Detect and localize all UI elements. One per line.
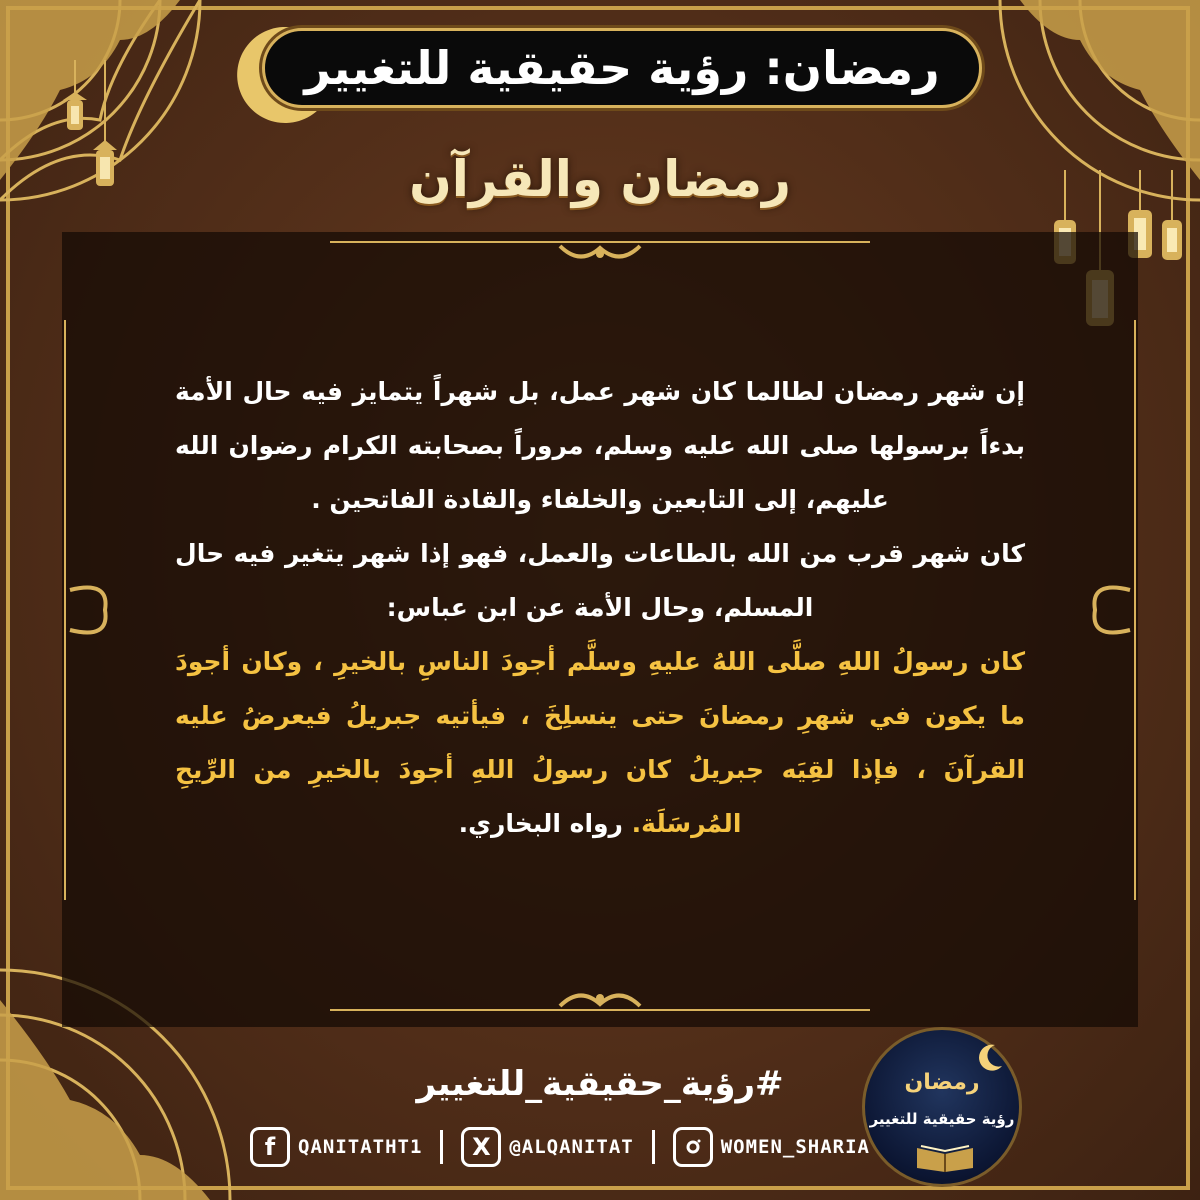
left-side-ornament — [55, 320, 125, 900]
social-links — [250, 1122, 870, 1172]
section-subtitle: رمضان والقرآن — [409, 150, 791, 208]
social-divider — [440, 1130, 443, 1164]
paragraph-context: كان شهر قرب من الله بالطاعات والعمل، فهو إذا شهر يتغير فيه حال المسلم، وحال الأمة عن ابن عباس: — [175, 539, 1025, 622]
social-divider — [652, 1130, 655, 1164]
bottom-divider-ornament — [330, 980, 870, 1020]
top-divider-ornament — [330, 236, 870, 276]
x-handle: @ALQANITAT — [509, 1136, 634, 1158]
facebook-icon: f — [250, 1127, 290, 1167]
quran-book-icon — [915, 1138, 975, 1172]
badge-crescent-icon — [975, 1042, 1005, 1072]
title-banner — [262, 28, 982, 108]
hadith-quote: كان رسولُ اللهِ صلَّى اللهُ عليهِ وسلَّم أجودَ الناسِ بالخيرِ ، وكان أجودَ ما يكون في شهرِ رمضانَ حتى ينسلِخَ ، فيأتيه جبريلُ فيعرضُ عليه القرآنَ ، فإذا لقِيَه جبريلُ كان رسولُ اللهِ أجودَ بالخيرِ من الرِّيحِ المُرسَلَة. — [175, 647, 1025, 838]
campaign-hashtag[interactable]: #رؤية_حقيقية_للتغيير — [416, 1064, 784, 1104]
facebook-handle: QANITATHT1 — [298, 1136, 423, 1158]
badge-subtitle: رؤية حقيقية للتغيير — [869, 1110, 1015, 1128]
badge-title: رمضان — [904, 1070, 980, 1095]
instagram-link[interactable] — [673, 1127, 870, 1167]
paragraph-intro: إن شهر رمضان لطالما كان شهر عمل، بل شهراً يتمايز فيه حال الأمة بدءاً برسولها صلى الله عليه وسلم، مروراً بصحابته الكرام رضوان الله عليهم، إلى التابعين والخلفاء والقادة الفاتحين . — [175, 377, 1025, 514]
campaign-logo-badge — [862, 1027, 1022, 1187]
article-body — [175, 365, 1025, 851]
right-side-ornament — [1075, 320, 1145, 900]
page-title: رمضان: رؤية حقيقية للتغيير — [304, 41, 940, 95]
x-icon: X — [461, 1127, 501, 1167]
hadith-reference: رواه البخاري. — [458, 809, 623, 838]
facebook-link[interactable] — [250, 1127, 422, 1167]
hadith-quote-block — [175, 635, 1025, 851]
x-link[interactable] — [461, 1127, 633, 1167]
lantern-decoration-left — [55, 60, 135, 210]
instagram-handle: WOMEN_SHARIA — [720, 1136, 870, 1158]
instagram-icon — [673, 1127, 713, 1167]
